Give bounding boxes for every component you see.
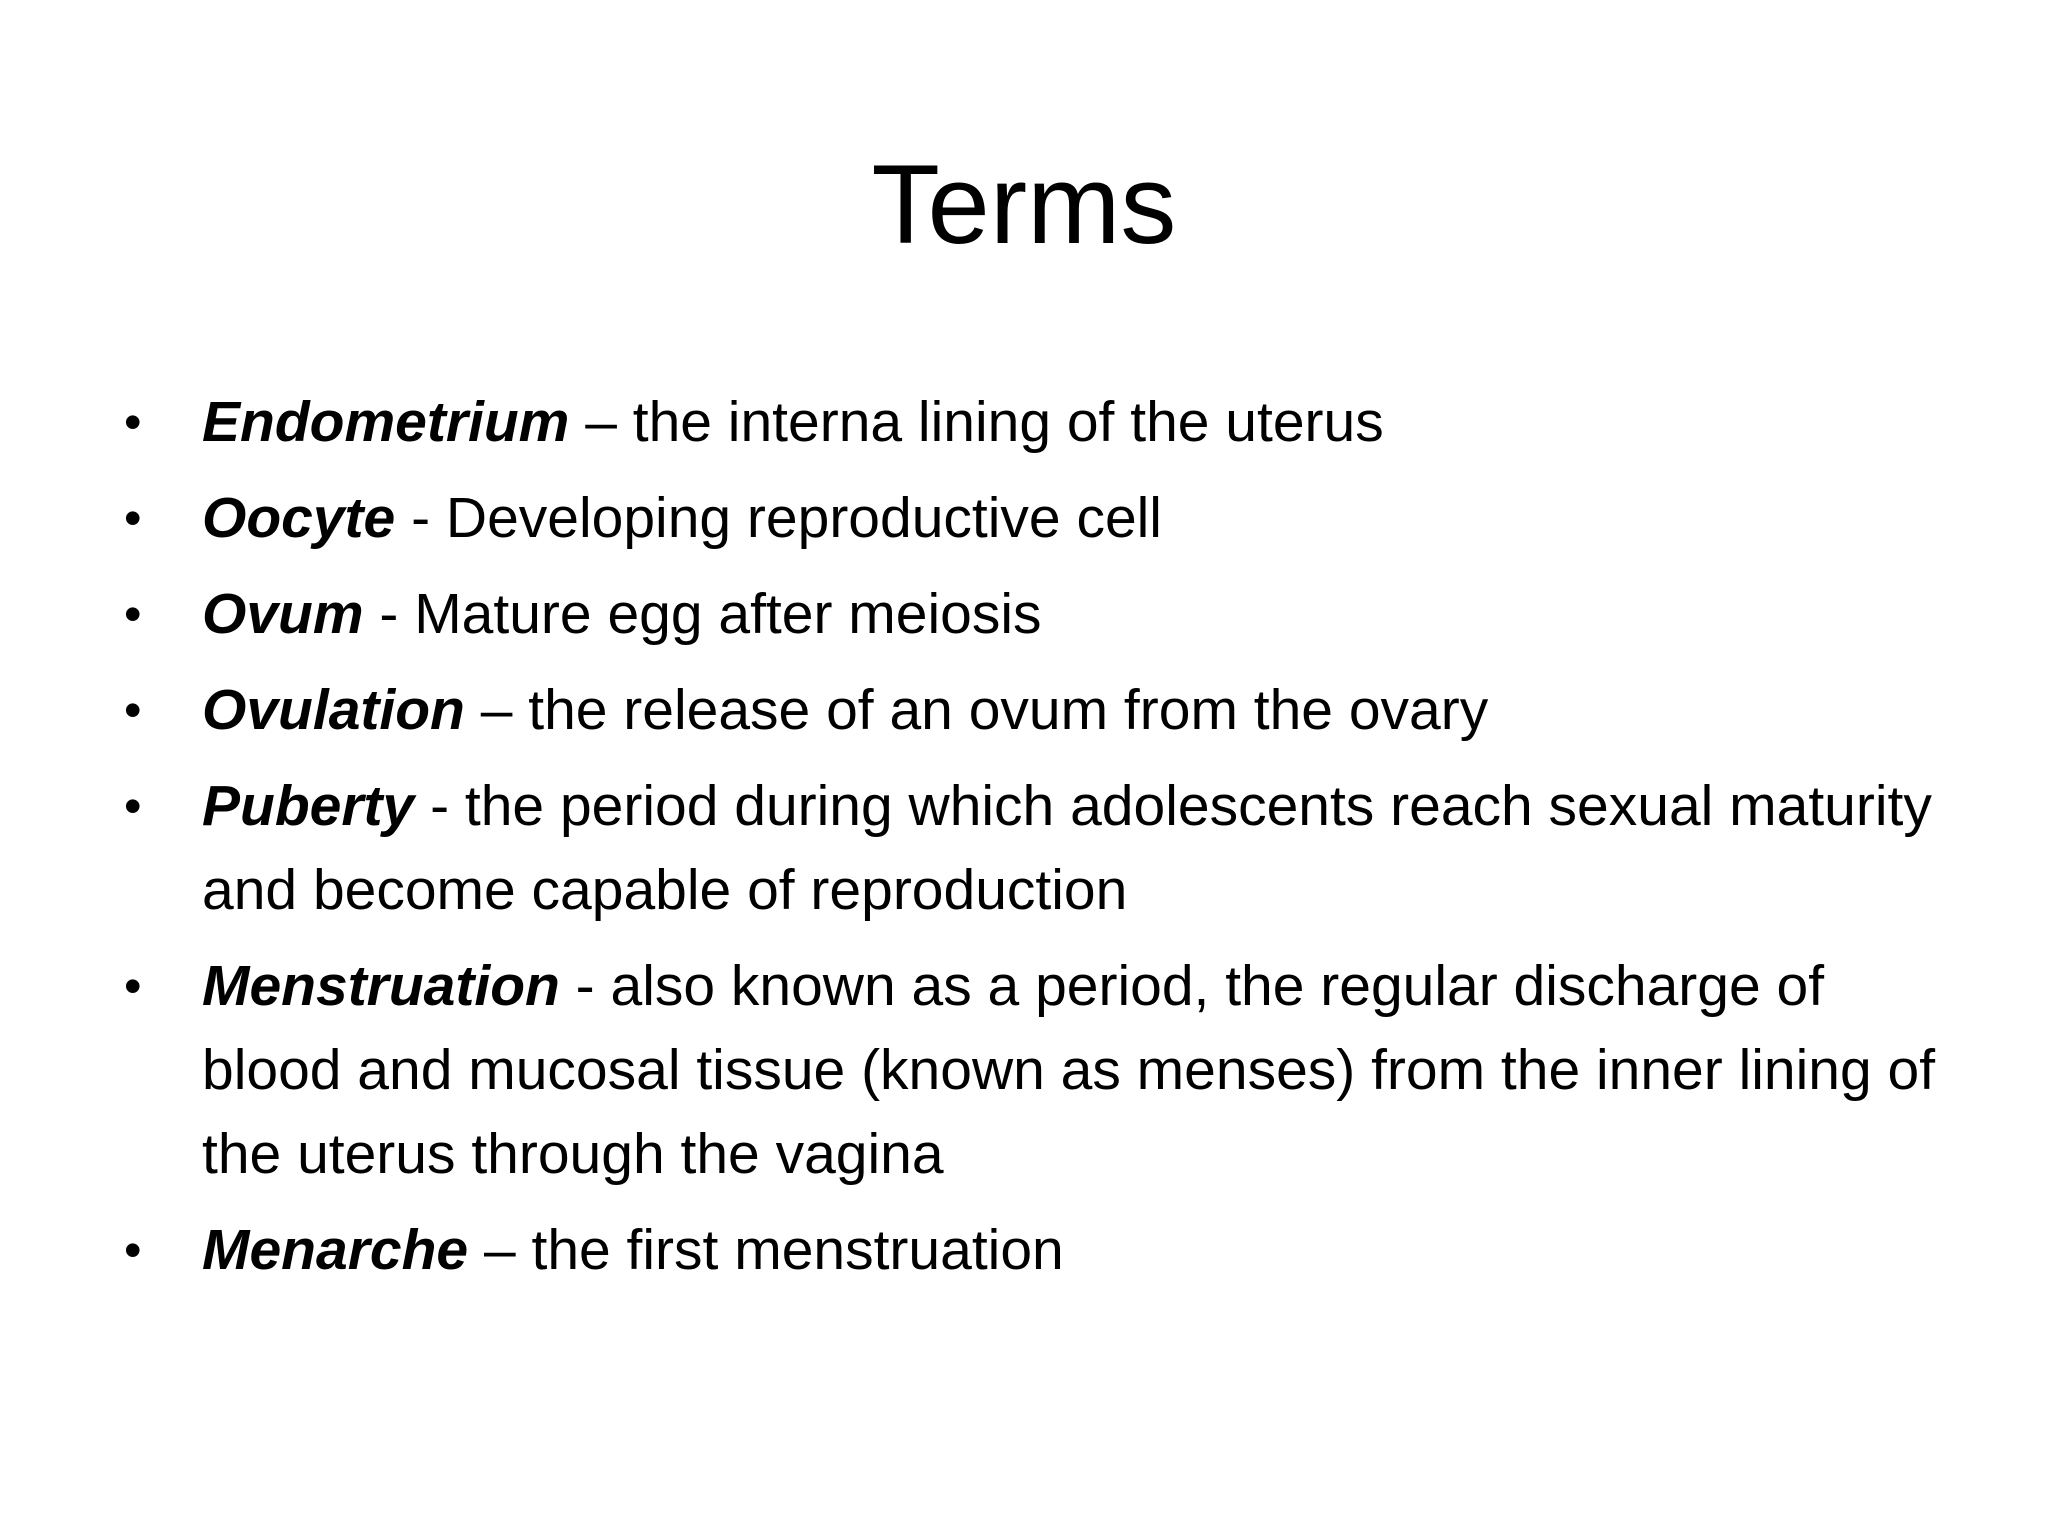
term-item-menstruation xyxy=(0,944,2048,1196)
term-name: Oocyte xyxy=(202,486,396,550)
term-name: Menarche xyxy=(202,1218,469,1282)
term-item-endometrium xyxy=(0,380,2048,464)
term-definition: - also known as a period, the regular discharge of blood and mucosal tissue (known as menses) from the inner lining of the uterus through the vagina xyxy=(202,954,1936,1186)
bullet-icon: • xyxy=(124,682,142,738)
term-definition: – the release of an ovum from the ovary xyxy=(464,678,1489,742)
term-name: Endometrium xyxy=(202,390,570,454)
term-name: Puberty xyxy=(202,774,415,838)
term-item-puberty xyxy=(0,764,2048,932)
bullet-icon: • xyxy=(124,586,142,642)
bullet-icon: • xyxy=(124,394,142,450)
term-name: Ovulation xyxy=(202,678,465,742)
term-name: Ovum xyxy=(202,582,364,646)
term-item-menarche xyxy=(0,1208,2048,1292)
term-definition: - Mature egg after meiosis xyxy=(363,582,1042,646)
bullet-icon: • xyxy=(124,490,142,546)
bullet-icon: • xyxy=(124,1222,142,1278)
term-name: Menstruation xyxy=(202,954,560,1018)
term-item-ovum xyxy=(0,572,2048,656)
bullet-icon: • xyxy=(124,958,142,1014)
term-item-ovulation xyxy=(0,668,2048,752)
term-item-oocyte xyxy=(0,476,2048,560)
term-definition: - the period during which adolescents reach sexual maturity and become capable of reproduction xyxy=(202,774,1932,922)
term-definition: – the first menstruation xyxy=(468,1218,1064,1282)
term-definition: - Developing reproductive cell xyxy=(395,486,1162,550)
terms-list xyxy=(0,380,2048,1304)
slide-title: Terms xyxy=(871,142,1177,267)
bullet-icon: • xyxy=(124,778,142,834)
term-definition: – the interna lining of the uterus xyxy=(569,390,1384,454)
